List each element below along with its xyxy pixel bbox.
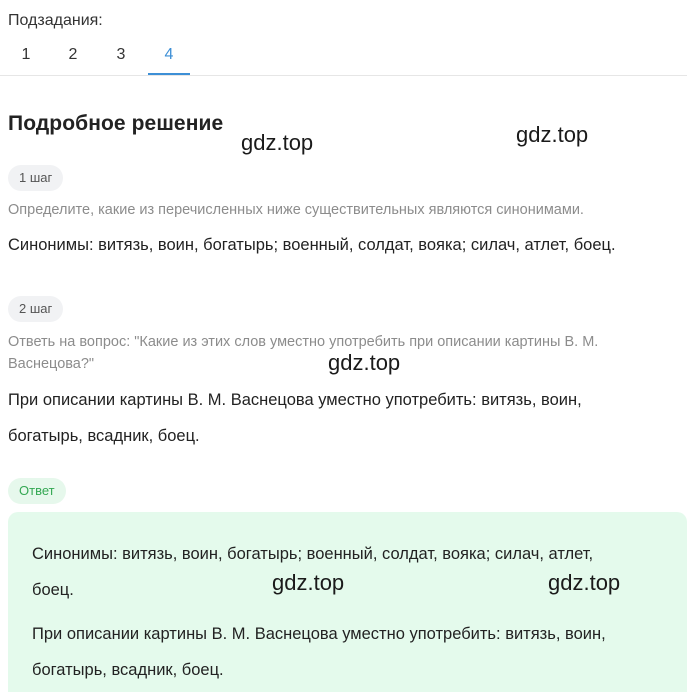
step-1-badge: 1 шаг — [8, 165, 63, 191]
answer-box — [8, 512, 687, 692]
step-2-text-line-2: богатырь, всадник, боец. — [8, 427, 200, 445]
step-2-hint-line-2: Васнецова?" — [8, 356, 95, 372]
answer-line-3: При описании картины В. М. Васнецова уместно употребить: витязь, воин, — [32, 625, 606, 643]
tab-subtask-4[interactable]: 4 — [164, 46, 174, 63]
step-2-text-line-1: При описании картины В. М. Васнецова уместно употребить: витязь, воин, — [8, 391, 582, 409]
subtask-tabs — [0, 38, 687, 76]
solution-title: Подробное решение — [8, 112, 224, 135]
watermark: gdz.top — [328, 350, 401, 375]
answer-badge: Ответ — [8, 478, 66, 504]
step-1-hint: Определите, какие из перечисленных ниже существительных являются синонимами. — [8, 202, 584, 218]
answer-line-2: боец. — [32, 581, 74, 599]
subtasks-label: Подзадания: — [8, 12, 103, 29]
answer-line-1: Синонимы: витязь, воин, богатырь; военный, солдат, вояка; силач, атлет, — [32, 545, 594, 563]
active-tab-indicator — [148, 73, 190, 75]
step-2-badge: 2 шаг — [8, 296, 63, 322]
tab-subtask-2[interactable]: 2 — [68, 46, 78, 63]
watermark: gdz.top — [272, 570, 345, 595]
answer-line-4: богатырь, всадник, боец. — [32, 661, 224, 679]
step-1-text: Синонимы: витязь, воин, богатырь; военный, солдат, вояка; силач, атлет, боец. — [8, 236, 616, 254]
tab-subtask-1[interactable]: 1 — [21, 46, 31, 63]
watermark: gdz.top — [548, 570, 621, 595]
watermark: gdz.top — [516, 122, 589, 147]
step-2-hint-line-1: Ответь на вопрос: "Какие из этих слов уместно употребить при описании картины В. М. — [8, 334, 599, 350]
tab-subtask-3[interactable]: 3 — [116, 46, 126, 63]
watermark: gdz.top — [241, 130, 314, 155]
